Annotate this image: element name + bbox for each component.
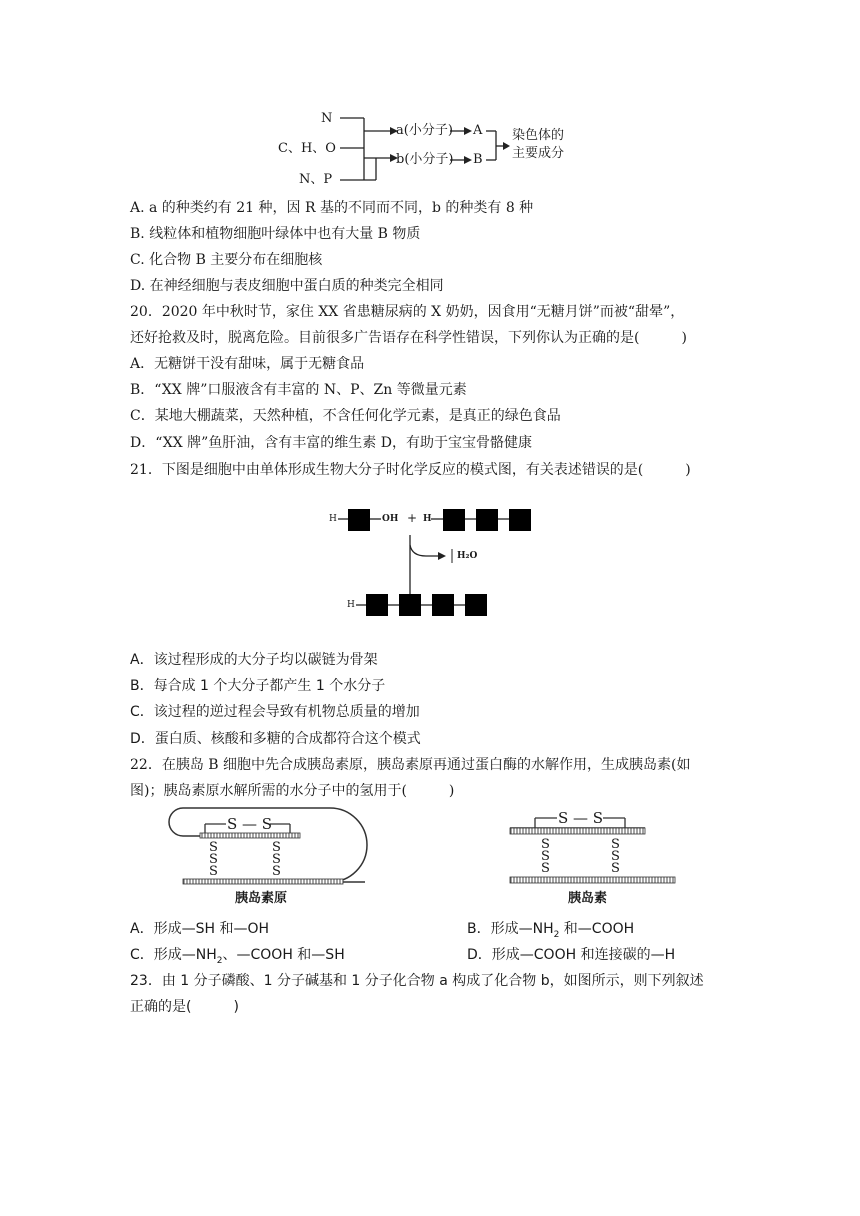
q22-stem-line2: 图)；胰岛素原水解所需的水分子中的氢用于( ) [130, 783, 455, 799]
insulin-s-left-1: S [541, 837, 550, 852]
q21-option-b: B．每合成 1 个大分子都产生 1 个水分子 [130, 678, 386, 694]
q21-h-left-label: H [329, 514, 337, 524]
proinsulin-s-right-3: S [272, 864, 281, 879]
q19-option-c: C. 化合物 B 主要分布在细胞核 [130, 252, 323, 268]
q22-option-c: C．形成$—NH_2$、—COOH 和—SH [130, 947, 345, 966]
insulin-s-right-2: S [611, 849, 620, 864]
q21-option-d: D．蛋白质、核酸和多糖的合成都符合这个模式 [130, 731, 421, 747]
insulin-ss-bond: S — S [558, 809, 604, 827]
q21-option-a: A．该过程形成的大分子均以碳链为骨架 [130, 652, 378, 668]
insulin-s-right-1: S [611, 837, 620, 852]
proinsulin-s-left-2: S [209, 852, 218, 867]
q22-stem-line1: 22．在胰岛 B 细胞中先合成胰岛素原，胰岛素原再通过蛋白酶的水解作用，生成胰岛素(如 [130, 757, 691, 773]
proinsulin-ss-bond: S — S [227, 815, 273, 833]
proinsulin-s-left-1: S [209, 840, 218, 855]
q20-option-b: B．“XX 牌”口服液含有丰富的 N、P、Zn 等微量元素 [130, 382, 467, 398]
element-cho-label: C、H、O [278, 141, 336, 156]
proinsulin-s-left-3: S [209, 864, 218, 879]
insulin-s-left-3: S [541, 861, 550, 876]
q22-option-d: D．形成—COOH 和连接碳的—H [467, 947, 676, 963]
q20-stem-line2: 还好抢救及时，脱离危险。目前很多广告语存在科学性错误，下列你认为正确的是( ) [130, 330, 687, 346]
macromolecule-b-label: B [473, 152, 483, 167]
proinsulin-s-right-2: S [272, 852, 281, 867]
small-molecule-b-label: b(小分子) [396, 152, 454, 167]
q23-stem-line2: 正确的是( ) [130, 999, 239, 1015]
q21-water-label: H₂O [457, 551, 478, 561]
insulin-caption: 胰岛素 [568, 891, 608, 906]
q19-option-b: B. 线粒体和植物细胞叶绿体中也有大量 B 物质 [130, 226, 421, 242]
q21-h-mid-label: H [423, 514, 432, 524]
element-n-label: N [321, 111, 333, 126]
q20-stem-line1: 20．2020 年中秋时节，家住 XX 省患糖尿病的 X 奶奶，因食用“无糖月饼”而被“甜晕”， [130, 304, 685, 320]
q21-oh-label: OH [382, 514, 399, 524]
q22-option-a: A．形成—SH 和—OH [130, 921, 269, 937]
proinsulin-s-right-1: S [272, 840, 281, 855]
proinsulin-caption: 胰岛素原 [235, 891, 288, 906]
q21-option-c: C．该过程的逆过程会导致有机物总质量的增加 [130, 704, 420, 720]
q21-plus-label: + [407, 511, 418, 525]
macromolecule-a-label: A [473, 123, 483, 138]
q20-option-d: D．“XX 牌”鱼肝油，含有丰富的维生素 D，有助于宝宝骨骼健康 [130, 435, 532, 451]
q20-option-c: C．某地大棚蔬菜，天然种植，不含任何化学元素，是真正的绿色食品 [130, 408, 561, 424]
q19-option-a: A. a 的种类约有 21 种，因 R 基的不同而不同，b 的种类有 8 种 [130, 200, 534, 216]
insulin-s-left-2: S [541, 849, 550, 864]
q20-option-a: A．无糖饼干没有甜味，属于无糖食品 [130, 356, 365, 372]
q22-option-b: B．形成$—NH_2$ 和—COOH [467, 921, 635, 940]
q21-h-product-label: H [347, 600, 355, 610]
element-np-label: N、P [299, 172, 333, 187]
chromosome-label-line2: 主要成分 [512, 146, 565, 161]
small-molecule-a-label: a(小分子) [396, 123, 453, 138]
insulin-s-right-3: S [611, 861, 620, 876]
q19-option-d: D. 在神经细胞与表皮细胞中蛋白质的种类完全相同 [130, 278, 444, 294]
q21-stem: 21．下图是细胞中由单体形成生物大分子时化学反应的模式图，有关表述错误的是( ) [130, 462, 691, 478]
chromosome-label-line1: 染色体的 [512, 128, 565, 143]
q23-stem-line1: 23．由 1 分子磷酸、1 分子碱基和 1 分子化合物 a 构成了化合物 b，如图所示，则下列叙述 [130, 973, 704, 989]
